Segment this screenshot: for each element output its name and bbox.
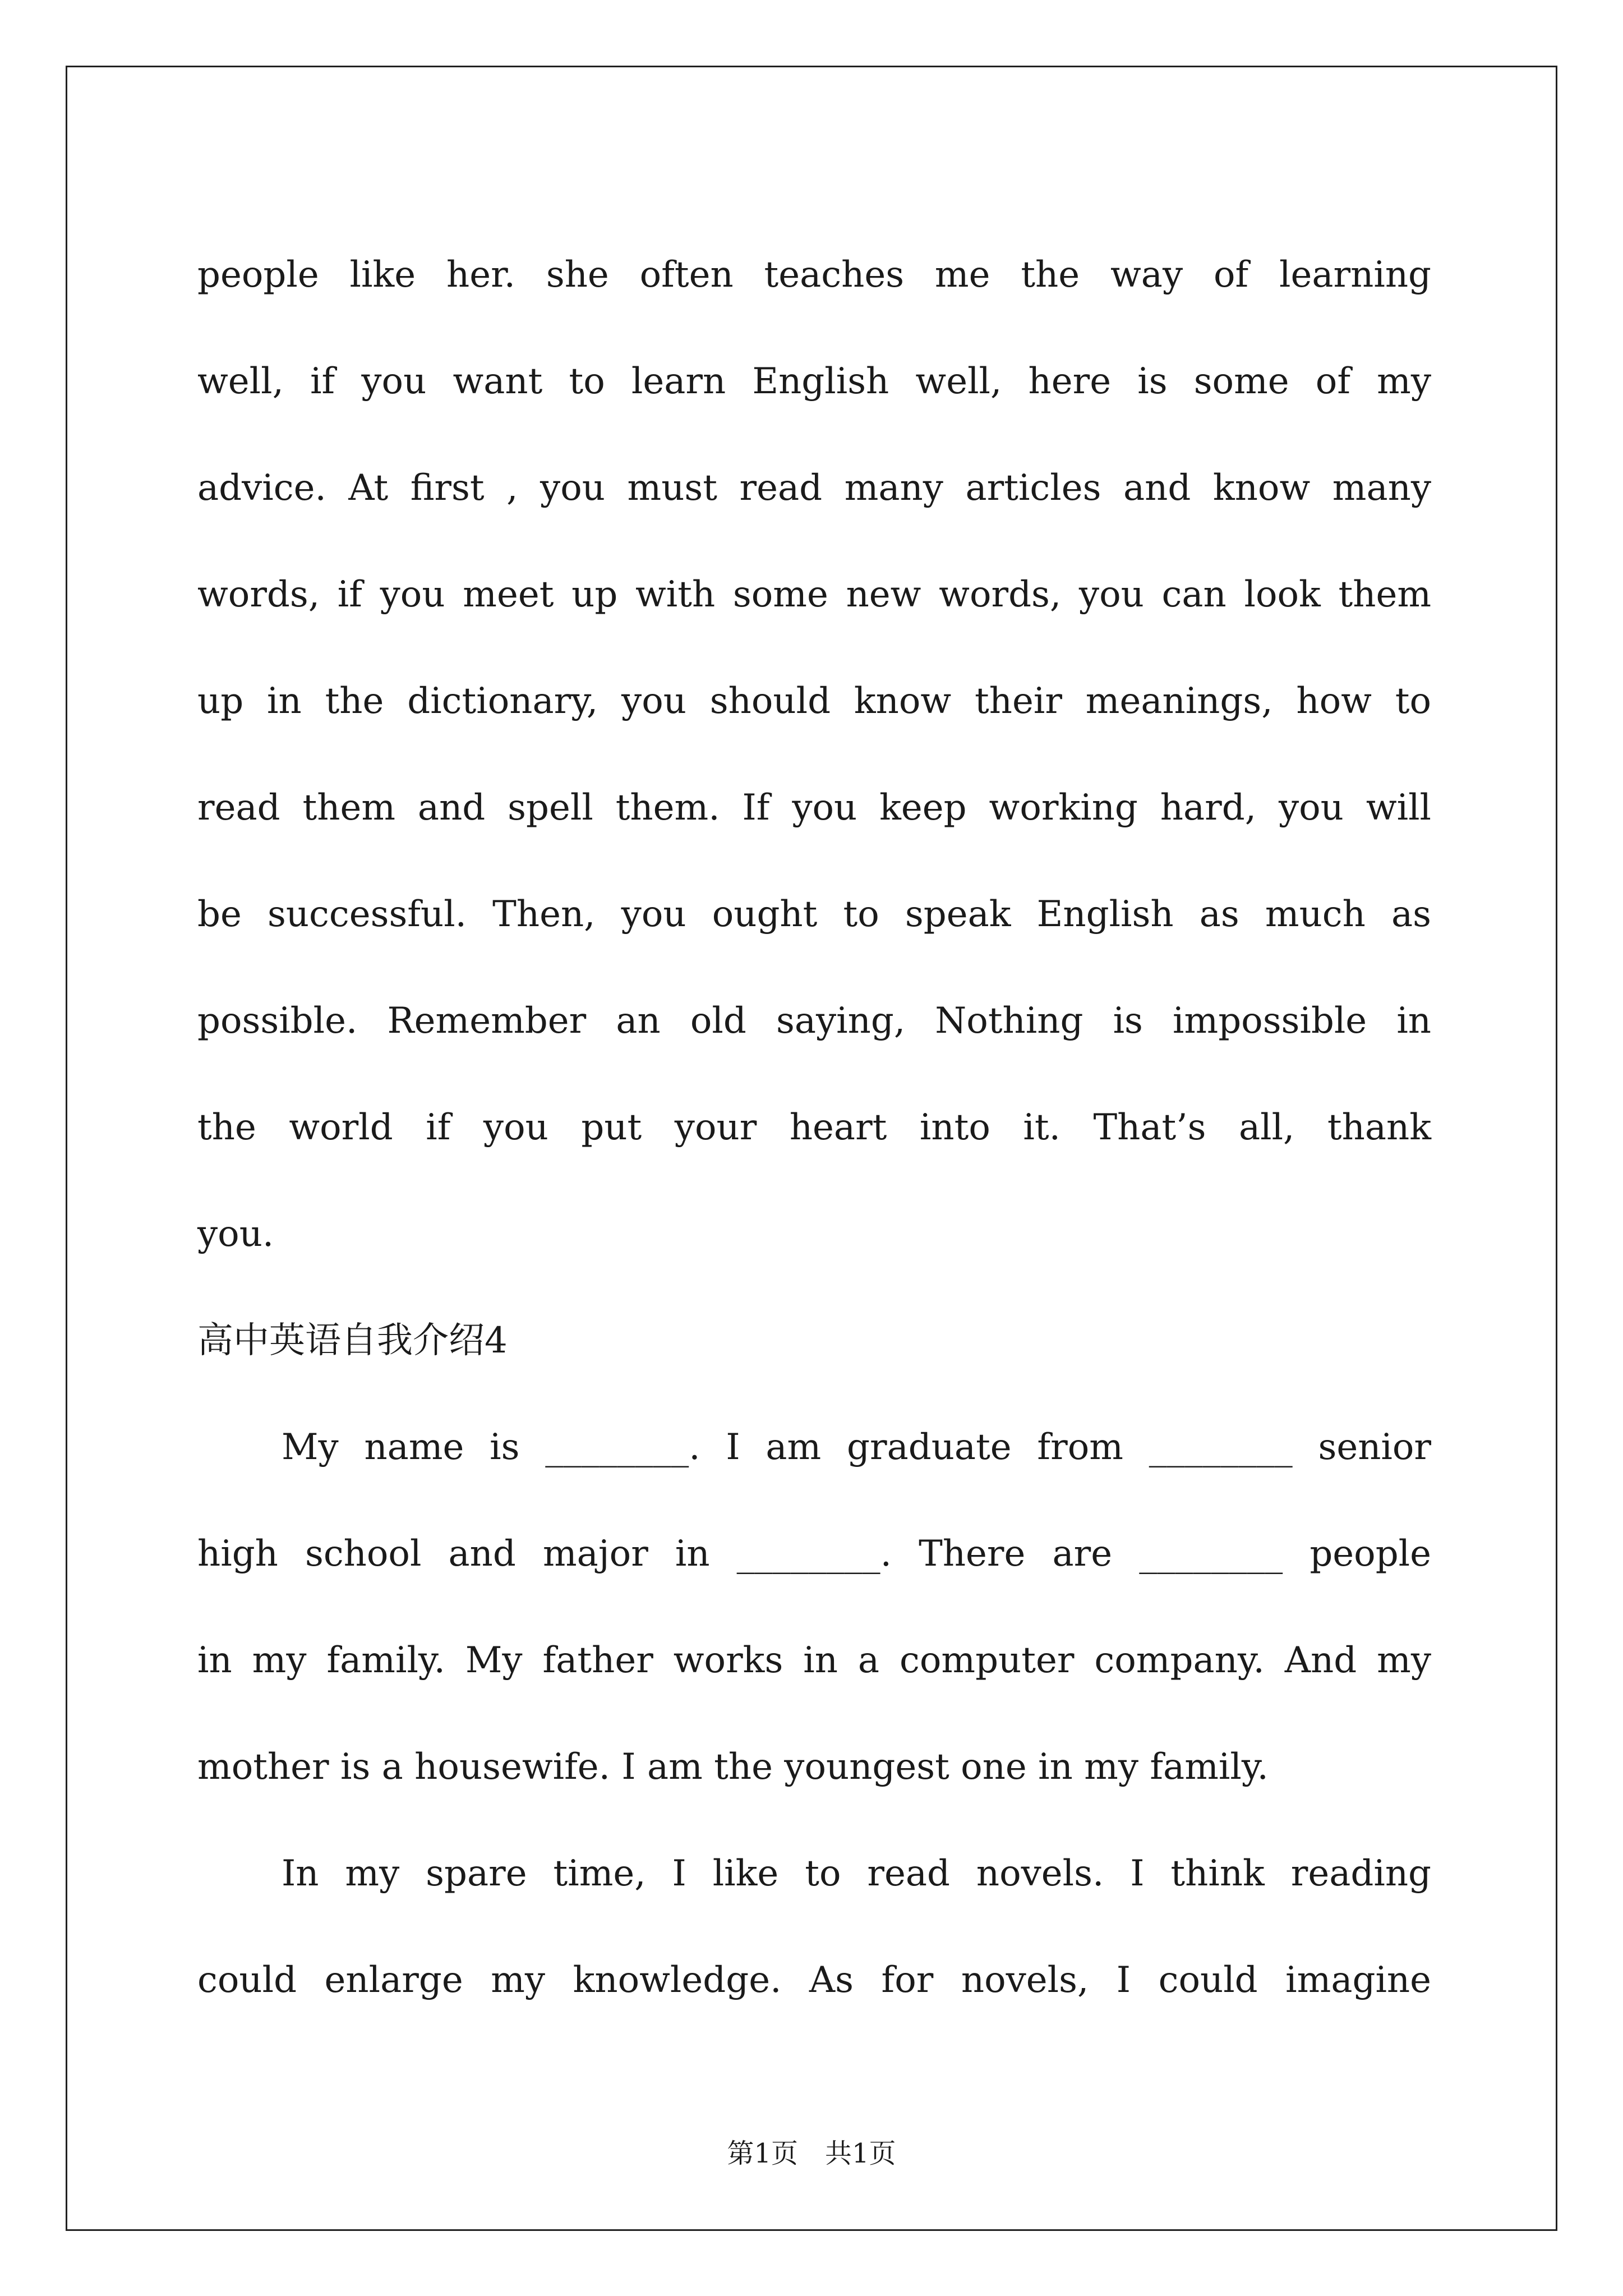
- document-body: [197, 222, 1431, 2033]
- page-number-footer: 第1页 共1页: [727, 2138, 896, 2169]
- text-line: In my spare time, I like to read novels. I think reading: [282, 1853, 1431, 1894]
- text-line: in my family. My father works in a computer company. And my: [197, 1640, 1431, 1681]
- text-line: could enlarge my knowledge. As for novels, I could imagine: [197, 1959, 1431, 2001]
- text-line: up in the dictionary, you should know their meanings, how to: [197, 680, 1431, 722]
- text-line: read them and spell them. If you keep working hard, you will: [197, 787, 1431, 829]
- text-line: well, if you want to learn English well, here is some of my: [197, 361, 1431, 402]
- text-line: possible. Remember an old saying, Nothing is impossible in: [197, 1000, 1431, 1042]
- text-line: mother is a housewife. I am the youngest one in my family.: [197, 1746, 1269, 1788]
- text-line: advice. At first , you must read many articles and know many: [197, 467, 1431, 509]
- text-line: people like her. she often teaches me the way of learning: [197, 254, 1431, 296]
- text-line: words, if you meet up with some new words, you can look them: [197, 574, 1431, 615]
- text-line: My name is ________. I am graduate from ________ senior: [282, 1427, 1431, 1468]
- text-line: high school and major in ________. There are ________ people: [197, 1533, 1431, 1575]
- section-heading: 高中英语自我介绍4: [197, 1320, 508, 1361]
- text-line: be successful. Then, you ought to speak English as much as: [197, 894, 1431, 935]
- text-line: you.: [197, 1213, 274, 1255]
- text-line: the world if you put your heart into it. That’s all, thank: [197, 1107, 1431, 1148]
